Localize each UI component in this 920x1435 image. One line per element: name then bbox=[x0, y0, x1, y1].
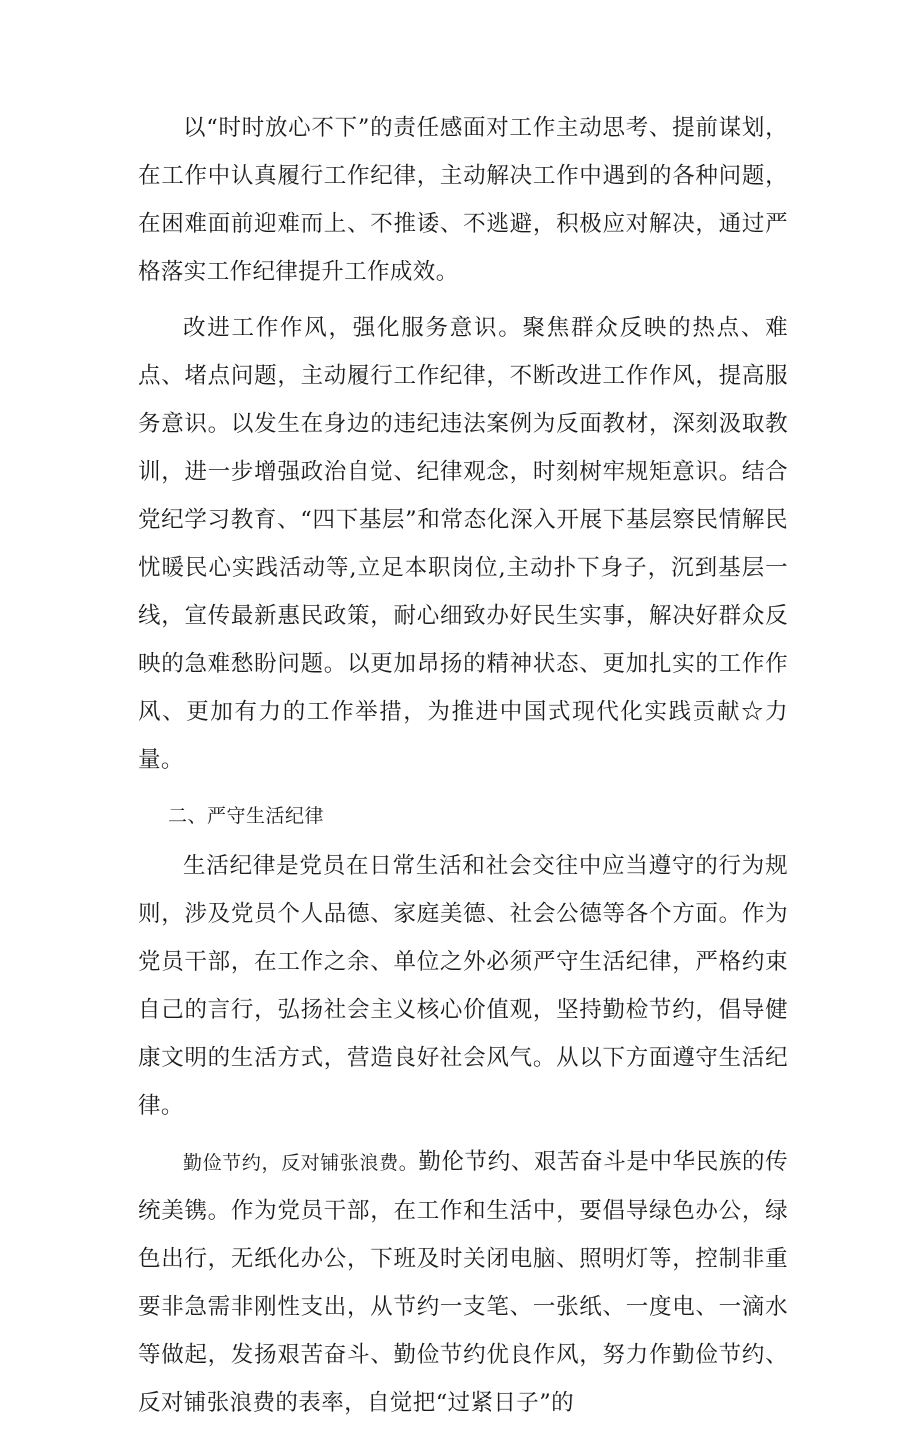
paragraph-thrift-body: 勤伦节约、艰苦奋斗是中华民族的传统美镌。作为党员干部，在工作和生活中，要倡导绿色办公，绿色出行，无纸化办公，下班及时关闭电脑、照明灯等，控制非重要非急需非刚性支出，从节约一支笔、一张纸、一度电、一滴水等做起，发扬艰苦奋斗、勤俭节约优良作风，努力作勤俭节约、反对铺张浪费的表率，自觉把“过紧日子”的 bbox=[138, 1149, 788, 1416]
document-body bbox=[138, 104, 788, 1435]
paragraph-thrift-lead: 勤俭节约，反对铺张浪费。 bbox=[183, 1152, 419, 1174]
paragraph-life-discipline-intro: 生活纪律是党员在日常生活和社会交往中应当遵守的行为规则，涉及党员个人品德、家庭美德、社会公德等各个方面。作为党员干部，在工作之余、单位之外必须严守生活纪律，严格约束自己的言行，弘扬社会主义核心价值观，坚持勤检节约，倡导健康文明的生活方式，营造良好社会风气。从以下方面遵守生活纪律。 bbox=[138, 853, 788, 1119]
paragraph-improve-work-style: 改进工作作风，强化服务意识。聚焦群众反映的热点、难点、堵点问题，主动履行工作纪律，不断改进工作作风，提高服务意识。以发生在身边的违纪违法案例为反面教材，深刻汲取教训，进一步增强政治自觉、纪律观念，时刻树牢规矩意识。结合党纪学习教育、“四下基层”和常态化深入开展下基层察民情解民忧暖民心实践活动等,立足本职岗位,主动扑下身子，沉到基层一线，宣传最新惠民政策，耐心细致办好民生实事，解决好群众反映的急难愁盼问题。以更加昂扬的精神状态、更加扎实的工作作风、更加有力的工作举措，为推进中国式现代化实践贡献☆力量。 bbox=[138, 315, 788, 773]
section-heading-life-discipline: 二、严守生活纪律 bbox=[168, 805, 325, 827]
paragraph-thrift bbox=[138, 1138, 788, 1427]
paragraph-work-discipline-continued: 以“时时放心不下”的责任感面对工作主动思考、提前谋划，在工作中认真履行工作纪律，主动解决工作中遇到的各种问题，在困难面前迎难而上、不推诿、不逃避，积极应对解决，通过严格落实工作纪律提升工作成效。 bbox=[138, 115, 788, 285]
